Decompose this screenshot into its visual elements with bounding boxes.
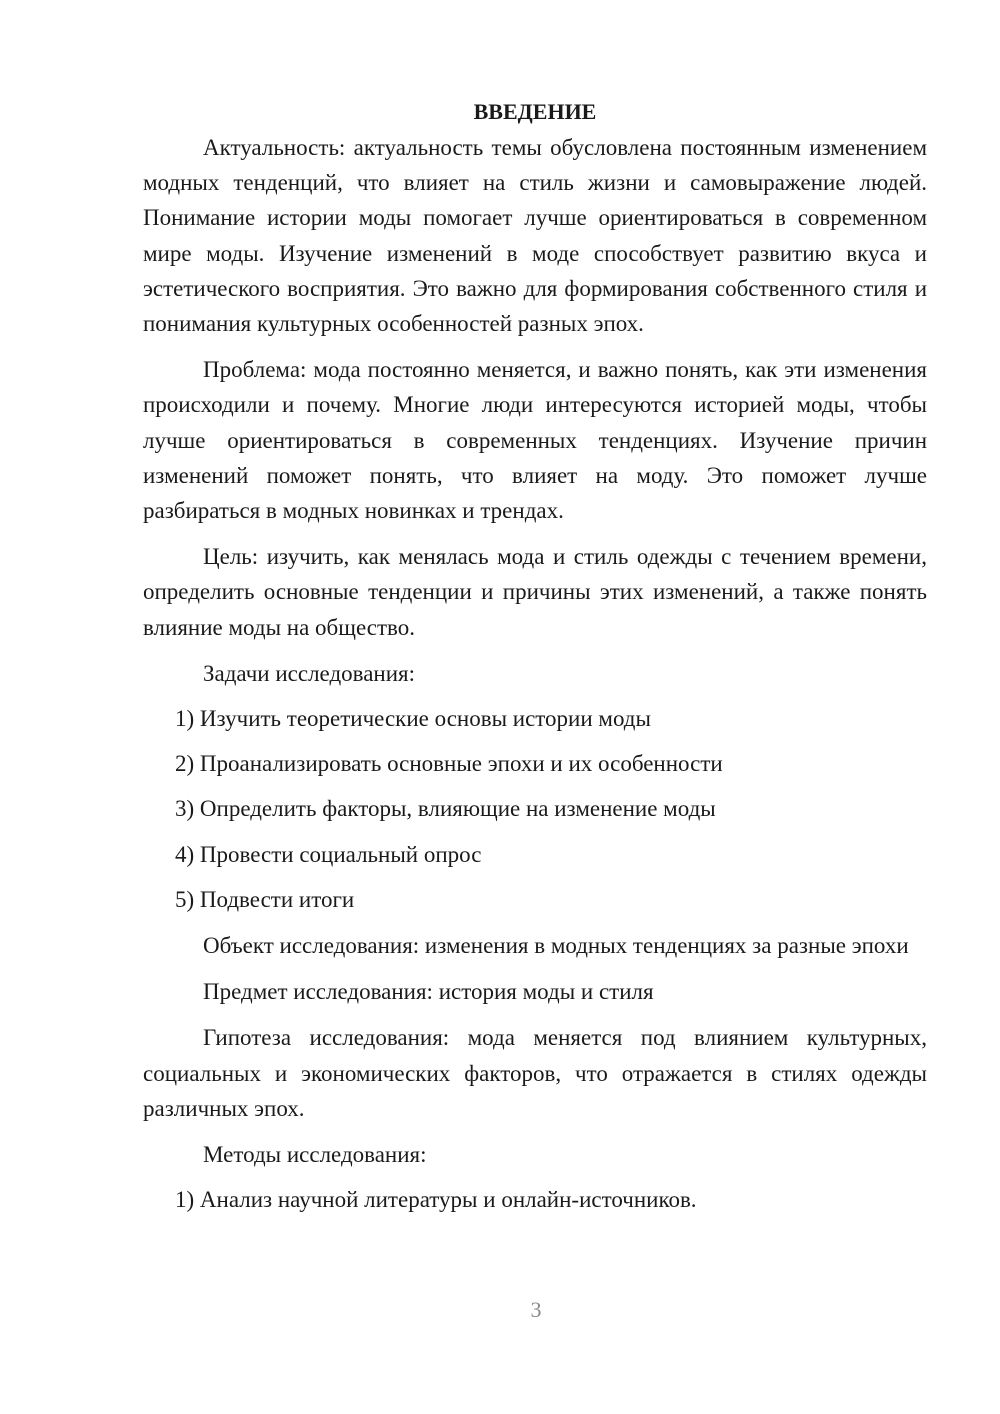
page-number: 3 <box>530 1297 542 1322</box>
method-item: 1) Анализ научной литературы и онлайн-источников. <box>175 1187 697 1213</box>
task-item: 2) Проанализировать основные эпохи и их особенности <box>175 751 723 777</box>
problem-paragraph: Проблема: мода постоянно меняется, и важно понять, как эти изменения происходили и почему. Многие люди интересуются историей моды, чтобы лучше ориентироваться в современных тенденциях. Изучение причин изменений поможет понять, что влияет на моду. Это поможет лучше разбираться в модных новинках и трендах. <box>143 357 927 524</box>
hypothesis-paragraph: Гипотеза исследования: мода меняется под влиянием культурных, социальных и экономических факторов, что отражается в стилях одежды различных эпох. <box>143 1025 927 1121</box>
task-item: 4) Провести социальный опрос <box>175 841 482 867</box>
task-item: 1) Изучить теоретические основы истории моды <box>175 706 651 732</box>
document-body <box>143 94 927 1217</box>
task-item: 3) Определить факторы, влияющие на изменение моды <box>175 796 716 822</box>
task-item: 5) Подвести итоги <box>175 886 355 912</box>
methods-title: Методы исследования: <box>203 1142 427 1168</box>
object-paragraph: Объект исследования: изменения в модных тенденциях за разные эпохи <box>203 933 909 959</box>
tasks-title: Задачи исследования: <box>203 660 416 686</box>
subject-paragraph: Предмет исследования: история моды и стиля <box>203 979 654 1005</box>
section-heading: ВВЕДЕНИЕ <box>473 99 597 124</box>
goal-paragraph: Цель: изучить, как менялась мода и стиль одежды с течением времени, определить основные тенденции и причины этих изменений, а также понять влияние моды на общество. <box>143 544 927 640</box>
relevance-paragraph: Актуальность: актуальность темы обусловлена постоянным изменением модных тенденций, что влияет на стиль жизни и самовыражение людей. Понимание истории моды помогает лучше ориентироваться в современном мире моды. Изучение изменений в моде способствует развитию вкуса и эстетического восприятия. Это важно для формирования собственного стиля и понимания культурных особенностей разных эпох. <box>143 135 927 337</box>
